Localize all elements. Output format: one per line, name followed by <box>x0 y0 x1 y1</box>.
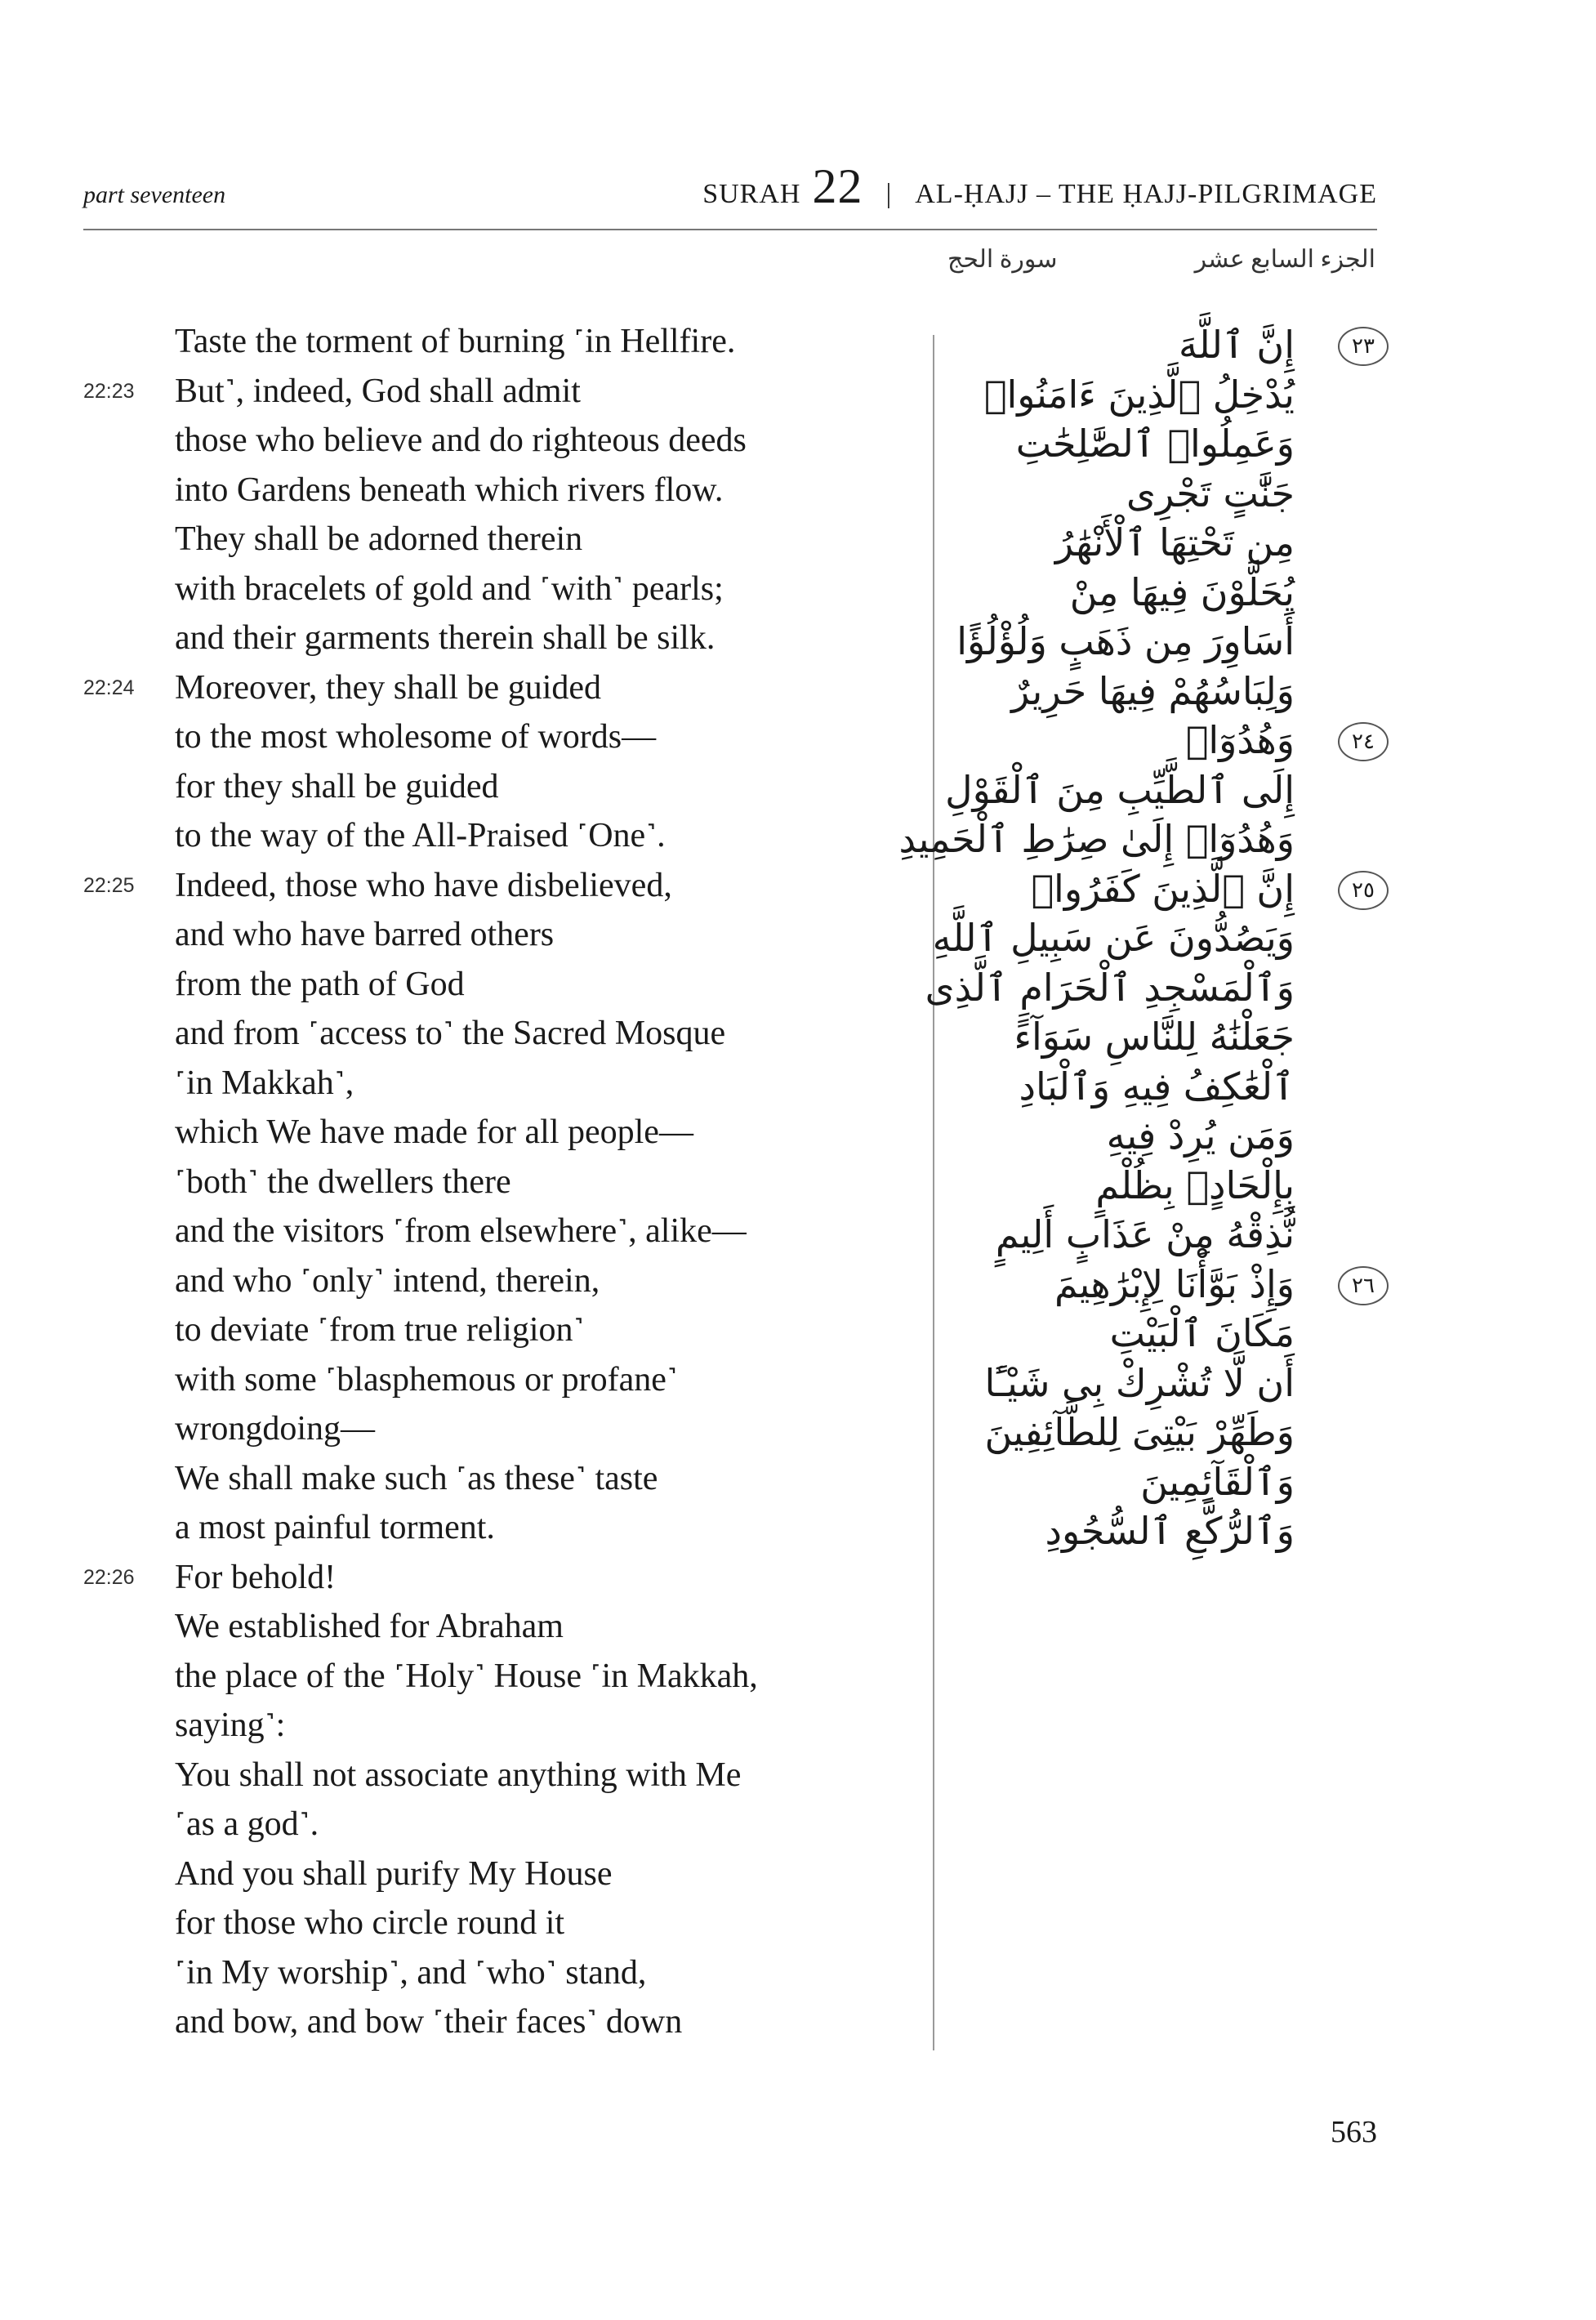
translation-line <box>83 960 916 1010</box>
translation-text: saying˺: <box>175 1707 286 1744</box>
arabic-text: وَلِبَاسُهُمْ فِيهَا حَرِيرٌ <box>1011 668 1295 713</box>
verse-number: 22:23 <box>83 379 135 403</box>
translation-line <box>83 1503 916 1553</box>
surah-number: 22 <box>812 159 863 213</box>
translation-text: We established for Abraham <box>175 1608 564 1645</box>
translation-text: You shall not associate anything with Me <box>175 1756 742 1794</box>
translation-text: with bracelets of gold and ˹with˺ pearls; <box>175 569 724 608</box>
translation-text: We shall make such ˹as these˺ taste <box>175 1459 658 1497</box>
arabic-text: جَعَلْنَٰهُ لِلنَّاسِ سَوَآءً <box>1014 1015 1295 1059</box>
translation-text: for those who circle round it <box>175 1904 565 1942</box>
translation-line <box>83 1602 916 1652</box>
translation-line <box>83 1009 916 1059</box>
arabic-text: نُّذِقْهُ مِنْ عَذَابٍ أَلِيمٍ <box>995 1212 1295 1256</box>
part-label: part seventeen <box>83 181 226 208</box>
translation-line <box>83 1997 916 2047</box>
verse-number: 22:25 <box>83 873 135 897</box>
translation-line <box>83 1948 916 1998</box>
translation-line <box>83 663 916 713</box>
translation-line <box>83 1800 916 1849</box>
arabic-text: يُدْخِلُ ٱلَّذِينَ ءَامَنُوا۟ <box>983 372 1295 417</box>
translation-text: and bow, and bow ˹their faces˺ down <box>175 2003 683 2041</box>
translation-line <box>83 1652 916 1702</box>
translation-line <box>83 1553 916 1603</box>
translation-text: and who have barred others <box>175 916 555 953</box>
translation-text: For behold! <box>175 1558 337 1596</box>
translation-text: the place of the ˹Holy˺ House ˹in Makkah, <box>175 1657 758 1695</box>
arabic-text: وَٱلْمَسْجِدِ ٱلْحَرَامِ ٱلَّذِى <box>925 965 1295 1010</box>
arabic-line <box>947 1506 1389 1556</box>
arabic-text: وَٱلرُّكَّعِ ٱلسُّجُودِ <box>1045 1509 1295 1553</box>
translation-line <box>83 712 916 762</box>
arabic-text-column <box>898 320 1389 1556</box>
translation-line <box>83 762 916 812</box>
arabic-text: إِلَى ٱلطَّيِّبِ مِنَ ٱلْقَوْلِ <box>945 767 1295 812</box>
translation-line <box>83 1849 916 1899</box>
arabic-line <box>947 1210 1389 1260</box>
translation-text: Taste the torment of burning ˹in Hellfire. <box>175 323 736 360</box>
translation-line <box>83 466 916 515</box>
translation-line <box>83 1355 916 1405</box>
translation-line <box>83 910 916 960</box>
translation-line <box>83 1701 916 1751</box>
translation-text: and from ˹access to˺ the Sacred Mosque <box>175 1015 726 1052</box>
translation-text: those who believe and do righteous deeds <box>175 422 747 459</box>
running-header <box>702 159 1377 213</box>
arabic-line <box>947 370 1389 420</box>
translation-text: to the most wholesome of words— <box>175 718 657 756</box>
arabic-text: مَكَانَ ٱلْبَيْتِ <box>1109 1311 1295 1355</box>
translation-line <box>83 1256 916 1306</box>
translation-text: ˹in My worship˺, and ˹who˺ stand, <box>175 1953 647 1992</box>
translation-text: wrongdoing— <box>175 1410 375 1448</box>
translation-line <box>83 367 916 417</box>
arabic-line <box>947 1457 1389 1507</box>
ayah-marker-icon: ٢٦ <box>1338 1266 1389 1305</box>
translation-text: into Gardens beneath which rivers flow. <box>175 471 724 509</box>
verse-number: 22:24 <box>83 676 135 699</box>
arabic-text: إِنَّ ٱلَّذِينَ كَفَرُوا۟ <box>1031 866 1295 911</box>
arabic-header <box>947 245 1375 274</box>
page-number: 563 <box>1331 2115 1377 2149</box>
arabic-line <box>947 419 1389 469</box>
translation-line <box>83 416 916 466</box>
translation-text: Moreover, they shall be guided <box>175 668 602 707</box>
surah-label: SURAH <box>702 179 801 209</box>
english-translation-column <box>83 317 916 2047</box>
arabic-line <box>947 469 1389 519</box>
translation-line <box>83 1059 916 1109</box>
translation-text: Indeed, those who have disbelieved, <box>175 866 672 904</box>
header-separator: | <box>885 179 893 209</box>
arabic-line <box>925 963 1389 1013</box>
arabic-text: بِإِلْحَادٍۭ بِظُلْمٍ <box>1095 1162 1295 1207</box>
ayah-marker-icon: ٢٣ <box>1338 327 1389 366</box>
translation-text: And you shall purify My House <box>175 1854 613 1893</box>
arabic-text: وَهُدُوٓا۟ <box>1185 718 1295 762</box>
surah-title: AL-ḤAJJ – THE ḤAJJ-PILGRIMAGE <box>915 179 1377 209</box>
arabic-text: وَمَن يُرِدْ فِيهِ <box>1106 1113 1295 1158</box>
arabic-text: مِن تَحْتِهَا ٱلْأَنْهَٰرُ <box>1054 520 1295 564</box>
arabic-line <box>947 1161 1389 1211</box>
translation-text: But˺, indeed, God shall admit <box>175 372 581 410</box>
translation-text: with some ˹blasphemous or profane˺ <box>175 1360 678 1399</box>
translation-text: ˹both˺ the dwellers there <box>175 1162 511 1201</box>
translation-line <box>83 1108 916 1158</box>
arabic-line <box>947 765 1389 815</box>
translation-text: ˹as a god˺. <box>175 1805 319 1843</box>
translation-line <box>83 564 916 614</box>
arabic-line <box>947 1111 1389 1161</box>
arabic-line <box>947 1260 1389 1309</box>
arabic-text: وَإِذْ بَوَّأْنَا لِإِبْرَٰهِيمَ <box>1054 1261 1295 1306</box>
arabic-line <box>947 1309 1389 1359</box>
arabic-line <box>947 518 1389 568</box>
translation-text: ˹in Makkah˺, <box>175 1064 354 1102</box>
ayah-marker-icon: ٢٤ <box>1338 722 1389 761</box>
arabic-line <box>898 814 1389 864</box>
arabic-line <box>947 864 1389 914</box>
arabic-line <box>947 1062 1389 1112</box>
translation-line <box>83 1751 916 1800</box>
arabic-text: وَيَصُدُّونَ عَن سَبِيلِ ٱللَّهِ <box>932 916 1295 960</box>
arabic-part-label: الجزء السابع عشر <box>1194 246 1375 273</box>
verse-number: 22:26 <box>83 1565 135 1589</box>
arabic-text: جَنَّٰتٍ تَجْرِى <box>1126 471 1295 515</box>
ayah-marker-icon: ٢٥ <box>1338 871 1389 910</box>
arabic-text: وَهُدُوٓا۟ إِلَىٰ صِرَٰطِ ٱلْحَمِيدِ <box>898 817 1295 861</box>
arabic-text: أَن لَّا تُشْرِكْ بِى شَيْـًٔا <box>984 1360 1295 1405</box>
translation-line <box>83 515 916 564</box>
translation-text: from the path of God <box>175 965 465 1003</box>
translation-text: and who ˹only˺ intend, therein, <box>175 1261 600 1300</box>
arabic-text: يُحَلَّوْنَ فِيهَا مِنْ <box>1069 569 1295 614</box>
translation-line <box>83 1158 916 1207</box>
arabic-text: وَعَمِلُوا۟ ٱلصَّٰلِحَٰتِ <box>1015 422 1295 466</box>
arabic-line <box>947 1012 1389 1062</box>
translation-line <box>83 317 916 367</box>
translation-line <box>83 1898 916 1948</box>
translation-text: to the way of the All-Praised ˹One˺. <box>175 817 666 854</box>
arabic-line <box>947 667 1389 716</box>
arabic-line <box>947 617 1389 667</box>
translation-line <box>83 811 916 861</box>
arabic-surah-label: سورة الحج <box>947 246 1058 273</box>
translation-text: for they shall be guided <box>175 767 499 805</box>
arabic-line <box>947 320 1389 370</box>
translation-line <box>83 1207 916 1256</box>
arabic-line <box>947 716 1389 765</box>
translation-text: a most painful torment. <box>175 1509 495 1546</box>
arabic-line <box>932 913 1389 963</box>
translation-line <box>83 1305 916 1355</box>
translation-text: and the visitors ˹from elsewhere˺, alike— <box>175 1212 747 1250</box>
translation-line <box>83 861 916 911</box>
translation-line <box>83 613 916 663</box>
arabic-text: وَٱلْقَآئِمِينَ <box>1140 1459 1295 1504</box>
translation-text: to deviate ˹from true religion˺ <box>175 1311 585 1349</box>
arabic-text: ٱلْعَٰكِفُ فِيهِ وَٱلْبَادِ <box>1019 1064 1295 1109</box>
arabic-text: وَطَهِّرْ بَيْتِىَ لِلطَّآئِفِينَ <box>984 1410 1295 1454</box>
translation-line <box>83 1404 916 1454</box>
translation-text: which We have made for all people— <box>175 1113 693 1151</box>
header-rule <box>83 229 1377 230</box>
arabic-line <box>947 568 1389 618</box>
arabic-line <box>947 1408 1389 1457</box>
arabic-text: إِنَّ ٱللَّهَ <box>1178 323 1295 367</box>
translation-line <box>83 1454 916 1504</box>
column-divider <box>933 335 934 2050</box>
arabic-text: أَسَاوِرَ مِن ذَهَبٍ وَلُؤْلُؤًا <box>956 619 1295 663</box>
arabic-line <box>947 1359 1389 1408</box>
translation-text: They shall be adorned therein <box>175 520 583 558</box>
translation-text: and their garments therein shall be silk. <box>175 619 716 657</box>
